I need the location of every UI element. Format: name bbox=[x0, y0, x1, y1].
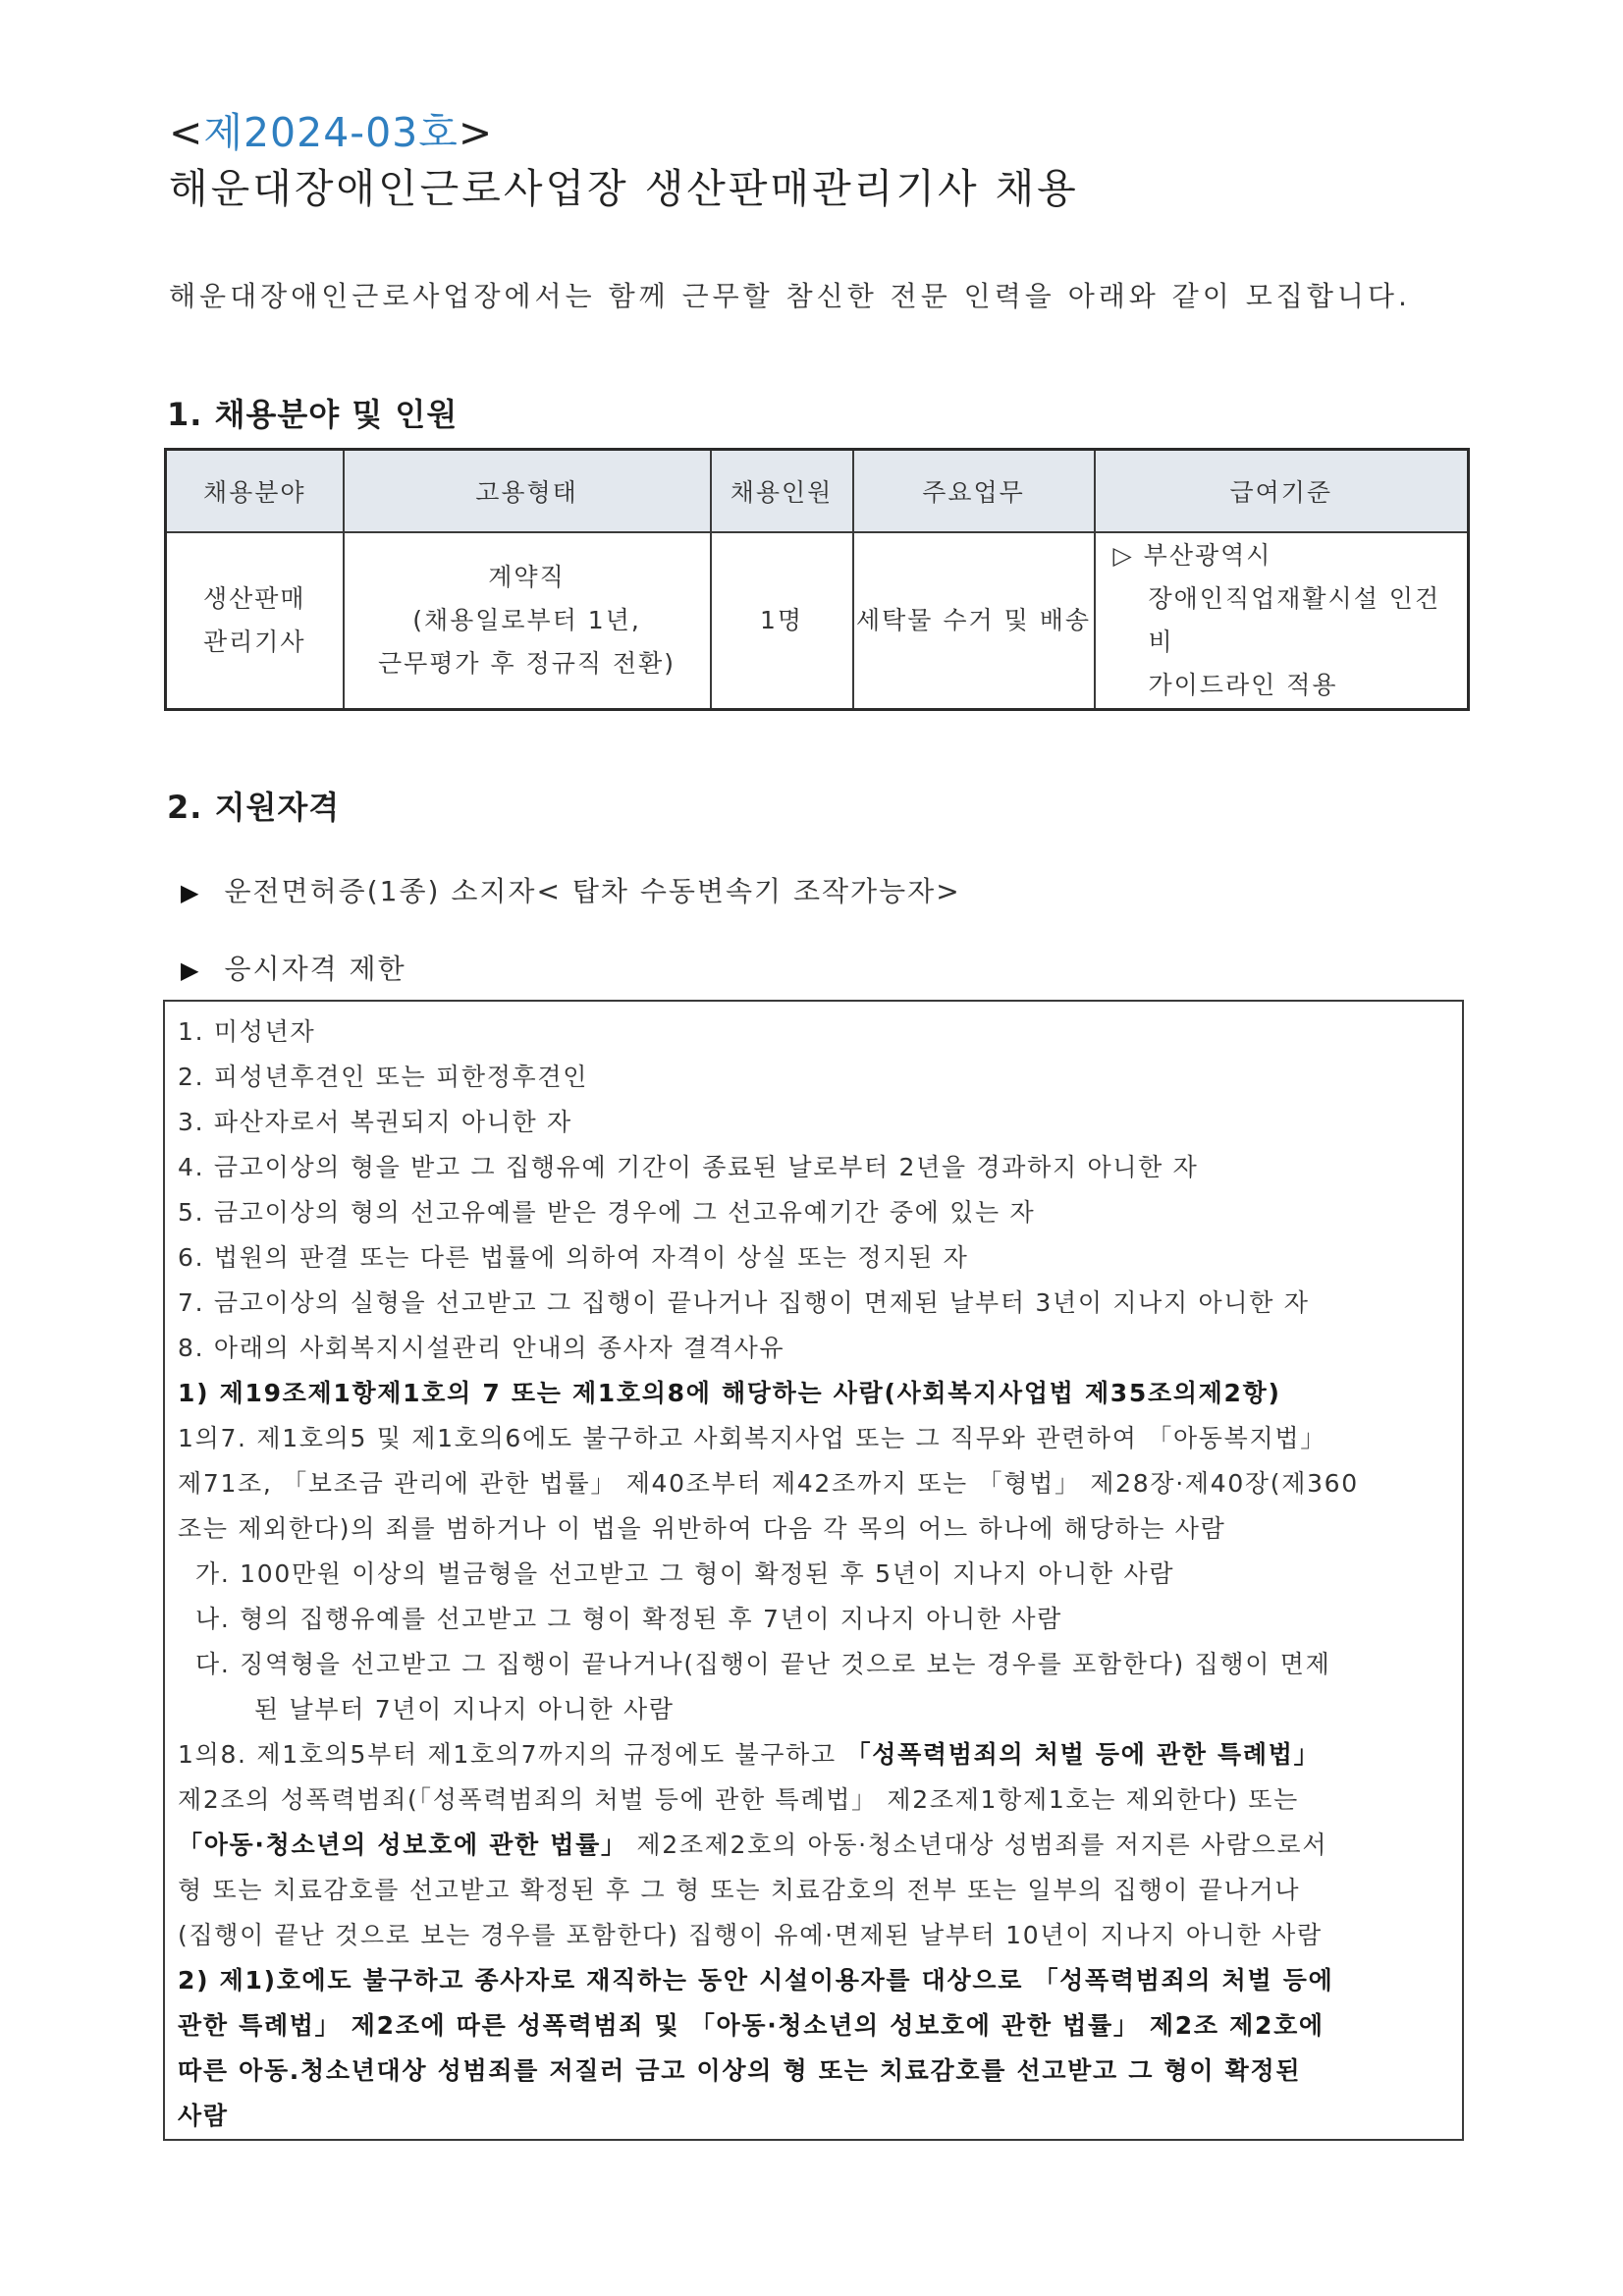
restriction-line: 1의7. 제1호의5 및 제1호의6에도 불구하고 사회복지사업 또는 그 직무와 관련하여 「아동복지법」 bbox=[178, 1424, 1326, 1452]
notice-number-text: 제2024-03호 bbox=[203, 109, 459, 156]
page-title: 해운대장애인근로사업장 생산판매관리기사 채용 bbox=[169, 165, 1079, 212]
restriction-subitem: 가. 100만원 이상의 벌금형을 선고받고 그 형이 확정된 후 5년이 지나지 아니한 사람 bbox=[195, 1559, 1175, 1588]
restriction-box bbox=[163, 1000, 1464, 2141]
table-header-cell: 급여기준 bbox=[1095, 450, 1469, 533]
intro-text: 해운대장애인근로사업장에서는 함께 근무할 참신한 전문 인력을 아래와 같이 모집합니다. bbox=[169, 280, 1411, 312]
salary-cell bbox=[1095, 532, 1469, 710]
restriction-line-bold: 따른 아동.청소년대상 성범죄를 저질러 금고 이상의 형 또는 치료감호를 선고받고 그 형이 확정된 bbox=[178, 2056, 1302, 2085]
restriction-line: 1. 미성년자 bbox=[178, 1017, 316, 1046]
duty-cell: 세탁물 수거 및 배송 bbox=[853, 532, 1095, 710]
field-line: 생산판매 bbox=[202, 584, 306, 613]
employment-cell bbox=[344, 532, 711, 710]
employment-line: 계약직 bbox=[488, 563, 566, 591]
notice-number bbox=[169, 106, 493, 159]
restriction-line-bold: 2) 제1)호에도 불구하고 종사자로 재직하는 동안 시설이용자를 대상으로 「성폭력범죄의 처벌 등에 bbox=[178, 1966, 1334, 1995]
bullet-text: 응시자격 제한 bbox=[224, 953, 406, 985]
restriction-line bbox=[178, 1823, 1449, 1868]
salary-line: ▷ 부산광역시 bbox=[1112, 541, 1272, 570]
field-line: 관리기사 bbox=[202, 628, 306, 656]
table-header-row bbox=[166, 450, 1469, 533]
headcount-cell: 1명 bbox=[711, 532, 853, 710]
law-name-bold: 「성폭력범죄의 처벌 등에 관한 특례법」 bbox=[845, 1740, 1321, 1769]
bullet-text: 운전면허증(1종) 소지자< 탑차 수동변속기 조작가능자> bbox=[224, 875, 961, 907]
field-cell bbox=[166, 532, 344, 710]
restriction-line: (집행이 끝난 것으로 보는 경우를 포함한다) 집행이 유예·면제된 날부터 10년이 지나지 아니한 사람 bbox=[178, 1921, 1323, 1949]
notice-bracket-close: > bbox=[458, 109, 494, 156]
restriction-text: 1의8. 제1호의5부터 제1호의7까지의 규정에도 불구하고 bbox=[178, 1740, 837, 1769]
restriction-line: 6. 법원의 판결 또는 다른 법률에 의하여 자격이 상실 또는 정지된 자 bbox=[178, 1243, 969, 1272]
restriction-line: 제71조, 「보조금 관리에 관한 법률」 제40조부터 제42조까지 또는 「형법」 제28장·제40장(제360 bbox=[178, 1469, 1359, 1498]
restriction-line: 2. 피성년후견인 또는 피한정후견인 bbox=[178, 1063, 589, 1091]
restriction-subitem: 된 날부터 7년이 지나지 아니한 사람 bbox=[254, 1695, 675, 1723]
restriction-line: 7. 금고이상의 실형을 선고받고 그 집행이 끝나거나 집행이 면제된 날부터 3년이 지나지 아니한 자 bbox=[178, 1288, 1310, 1317]
restriction-subitem: 나. 형의 집행유예를 선고받고 그 형이 확정된 후 7년이 지나지 아니한 사람 bbox=[195, 1605, 1063, 1633]
restriction-text: 제2조제2호의 아동·청소년대상 성범죄를 저지른 사람으로서 bbox=[626, 1831, 1328, 1859]
qualification-bullet-restriction bbox=[181, 948, 406, 992]
restriction-line: 조는 제외한다)의 죄를 범하거나 이 법을 위반하여 다음 각 목의 어느 하나에 해당하는 사람 bbox=[178, 1514, 1226, 1543]
triangle-bullet-icon: ▶ bbox=[181, 879, 201, 906]
table-row bbox=[166, 532, 1469, 710]
restriction-line: 3. 파산자로서 복권되지 아니한 자 bbox=[178, 1108, 572, 1136]
employment-line: (채용일로부터 1년, bbox=[412, 606, 641, 634]
restriction-line bbox=[178, 1732, 1449, 1777]
notice-bracket-open: < bbox=[169, 109, 204, 156]
table-header-cell: 고용형태 bbox=[344, 450, 711, 533]
employment-line: 근무평가 후 정규직 전환) bbox=[377, 649, 676, 678]
salary-line: 가이드라인 적용 bbox=[1148, 671, 1338, 699]
section-heading-recruitment: 1. 채용분야 및 인원 bbox=[167, 396, 459, 433]
triangle-bullet-icon: ▶ bbox=[181, 957, 201, 984]
table-header-cell: 채용인원 bbox=[711, 450, 853, 533]
restriction-line: 제2조의 성폭력범죄(「성폭력범죄의 처벌 등에 관한 특례법」 제2조제1항제1호는 제외한다) 또는 bbox=[178, 1785, 1300, 1814]
qualification-bullet-license bbox=[181, 870, 961, 914]
restriction-subitem: 다. 징역형을 선고받고 그 집행이 끝나거나(집행이 끝난 것으로 보는 경우를 포함한다) 집행이 면제 bbox=[195, 1650, 1331, 1678]
salary-line: 장애인직업재활시설 인건비 bbox=[1148, 584, 1441, 656]
table-header-cell: 채용분야 bbox=[166, 450, 344, 533]
restriction-line-bold: 관한 특례법」 제2조에 따른 성폭력범죄 및 「아동·청소년의 성보호에 관한 법률」 제2조 제2호에 bbox=[178, 2011, 1325, 2040]
section-heading-qualification: 2. 지원자격 bbox=[167, 789, 341, 826]
restriction-line-bold: 1) 제19조제1항제1호의 7 또는 제1호의8에 해당하는 사람(사회복지사업법 제35조의제2항) bbox=[178, 1379, 1281, 1407]
recruitment-table bbox=[164, 448, 1470, 711]
law-name-bold: 「아동·청소년의 성보호에 관한 법률」 bbox=[178, 1831, 627, 1859]
restriction-line: 5. 금고이상의 형의 선고유예를 받은 경우에 그 선고유예기간 중에 있는 자 bbox=[178, 1198, 1036, 1227]
restriction-line: 형 또는 치료감호를 선고받고 확정된 후 그 형 또는 치료감호의 전부 또는 일부의 집행이 끝나거나 bbox=[178, 1876, 1301, 1904]
restriction-line: 8. 아래의 사회복지시설관리 안내의 종사자 결격사유 bbox=[178, 1334, 785, 1362]
table-header-cell: 주요업무 bbox=[853, 450, 1095, 533]
restriction-line: 4. 금고이상의 형을 받고 그 집행유예 기간이 종료된 날로부터 2년을 경과하지 아니한 자 bbox=[178, 1153, 1199, 1181]
restriction-line-bold: 사람 bbox=[178, 2102, 229, 2130]
